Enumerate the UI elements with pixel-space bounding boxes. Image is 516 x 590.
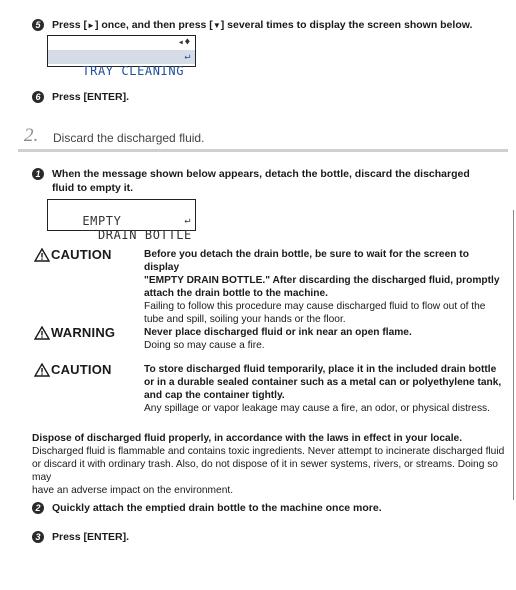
section-title: Discard the discharged fluid. — [53, 131, 205, 145]
caution-2-text-1: Any spillage or vapor leakage may cause a fire, an odor, or physical distress. — [144, 403, 490, 414]
dispose-line-2: or discard it with ordinary trash. Also, do not dispose of it in sewer systems, rivers, or streams. Doing so may — [32, 459, 498, 483]
lcd-row-2 — [48, 214, 195, 242]
caution-label-2 — [34, 362, 112, 377]
caution-label-text: CAUTION — [51, 362, 112, 377]
warning-triangle-icon — [34, 326, 50, 340]
warning-body — [144, 326, 506, 352]
lcd-empty-text: EMPTY — [82, 214, 122, 228]
warning-text-1: Doing so may cause a fire. — [144, 340, 265, 351]
caution-2-bold-3: and cap the container tightly. — [144, 390, 285, 401]
step-2-badge: 2 — [32, 502, 44, 514]
lcd-row-2 — [48, 50, 195, 78]
caution-1-body — [144, 248, 506, 326]
section-divider — [18, 149, 508, 152]
caution-2-bold-1: To store discharged fluid temporarily, place it in the included drain bottle — [144, 364, 497, 375]
down-key-icon: ▼ — [212, 21, 221, 30]
step-5-text — [52, 18, 472, 33]
step-3-badge: 3 — [32, 531, 44, 543]
caution-2-bold-2: or in a durable sealed container such as a metal can or polyethylene tank, — [144, 377, 502, 388]
step-1-line-1: When the message shown below appears, detach the bottle, discard the discharged — [52, 168, 470, 180]
caution-label-text: CAUTION — [51, 247, 112, 262]
lcd-drain-bottle-text: DRAIN BOTTLE — [82, 228, 192, 242]
warning-triangle-icon — [34, 363, 50, 377]
dispose-heading: Dispose of discharged fluid properly, in accordance with the laws in effect in your locale. — [32, 433, 463, 444]
lcd-row-1 — [48, 200, 195, 228]
warning-bold-1: Never place discharged fluid or ink near an open flame. — [144, 327, 412, 338]
caution-1-bold-3: attach the drain bottle to the machine. — [144, 288, 328, 299]
step-1-badge: 1 — [32, 168, 44, 180]
lcd-scroll-icon: ◂♦ — [177, 37, 191, 48]
dispose-line-1: Discharged fluid is flammable and contains toxic ingredients. Never attempt to incinerate discharged fluid — [32, 446, 505, 457]
caution-label-1 — [34, 247, 112, 262]
step-2-text: Quickly attach the emptied drain bottle to the machine once more. — [52, 502, 382, 514]
caution-1-bold-2: "EMPTY DRAIN BOTTLE." After discarding the discharged fluid, promptly — [144, 275, 500, 286]
lcd-row-1 — [48, 36, 195, 50]
caution-1-bold-1: Before you detach the drain bottle, be sure to wait for the screen to display — [144, 249, 469, 273]
caution-2-body — [144, 363, 506, 415]
step-5-text-mid: ] once, and then press [ — [94, 19, 213, 31]
dispose-line-3: have an adverse impact on the environment. — [32, 485, 234, 496]
warning-triangle-icon — [34, 248, 50, 262]
dispose-paragraph — [32, 432, 510, 497]
margin-rule — [513, 210, 514, 500]
lcd-enter-icon: ↵ — [184, 215, 191, 226]
step-5-text-post: ] several times to display the screen shown below. — [220, 19, 473, 31]
caution-1-text-2: tube and spill, soiling your hands or the floor. — [144, 314, 346, 325]
warning-label — [34, 325, 115, 340]
step-5-text-pre: Press [ — [52, 19, 88, 31]
lcd-empty-drain-bottle-screen — [47, 199, 196, 242]
step-5-badge: 5 — [32, 19, 44, 31]
step-6-badge: 6 — [32, 91, 44, 103]
step-3-text: Press [ENTER]. — [52, 531, 130, 543]
step-6-text: Press [ENTER]. — [52, 91, 130, 103]
lcd-enter-icon: ↵ — [184, 51, 191, 62]
warning-label-text: WARNING — [51, 325, 116, 340]
right-key-icon: ► — [87, 21, 95, 30]
lcd-maintenance-screen — [47, 35, 196, 78]
section-number: 2. — [24, 125, 39, 146]
caution-1-text-1: Failing to follow this procedure may cause discharged fluid to flow out of the — [144, 301, 486, 312]
step-1-line-2: fluid to empty it. — [52, 182, 134, 194]
lcd-tray-cleaning-text: TRAY CLEANING — [82, 64, 185, 78]
